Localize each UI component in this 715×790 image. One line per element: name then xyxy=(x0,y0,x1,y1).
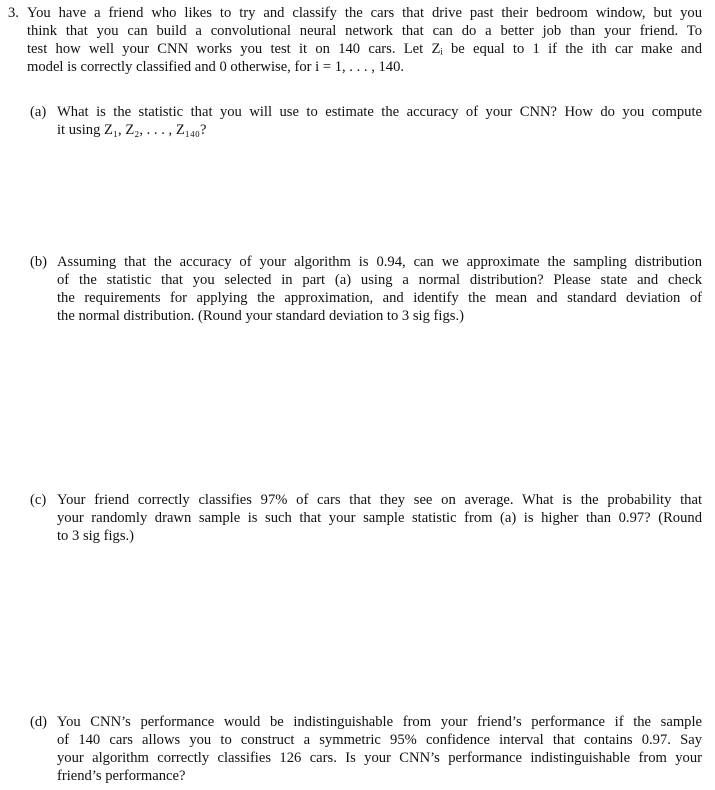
part-d-label: (d) xyxy=(30,714,48,730)
problem-intro xyxy=(27,4,702,76)
part-a xyxy=(30,103,702,139)
part-b-line-3: the requirements for applying the approximation, and identify the mean and standard deviation of xyxy=(57,290,702,306)
part-c-line-3: to 3 sig figs.) xyxy=(57,528,135,544)
problem-number: 3. xyxy=(8,5,19,21)
part-b xyxy=(30,253,702,325)
part-b-line-1: Assuming that the accuracy of your algorithm is 0.94, can we approximate the sampling distribution xyxy=(57,254,702,270)
part-a-label: (a) xyxy=(30,104,47,120)
part-c-line-1: Your friend correctly classifies 97% of cars that they see on average. What is the probability that xyxy=(57,492,702,508)
part-d-line-2: of 140 cars allows you to construct a symmetric 95% confidence interval that contains 0.97. Say xyxy=(57,732,702,748)
intro-line-3: test how well your CNN works you test it on 140 cars. Let Zᵢ be equal to 1 if the ith car make and xyxy=(27,41,702,57)
part-b-label: (b) xyxy=(30,254,48,270)
part-b-line-4: the normal distribution. (Round your standard deviation to 3 sig figs.) xyxy=(57,308,464,324)
part-a-line-2: it using Z₁, Z₂, . . . , Z₁₄₀? xyxy=(57,122,207,138)
part-d-line-1: You CNN’s performance would be indistinguishable from your friend’s performance if the sample xyxy=(57,714,702,730)
part-d-line-3: your algorithm correctly classifies 126 cars. Is your CNN’s performance indistinguishable from your xyxy=(57,750,702,766)
intro-line-4: model is correctly classified and 0 otherwise, for i = 1, . . . , 140. xyxy=(27,59,405,75)
intro-line-2: think that you can build a convolutional neural network that can do a better job than your friend. To xyxy=(27,23,702,39)
part-d-line-4: friend’s performance? xyxy=(57,768,186,784)
part-a-line-1: What is the statistic that you will use to estimate the accuracy of your CNN? How do you compute xyxy=(57,104,702,120)
problem-3 xyxy=(8,4,702,76)
part-c-line-2: your randomly drawn sample is such that your sample statistic from (a) is higher than 0.97? (Round xyxy=(57,510,702,526)
part-c-label: (c) xyxy=(30,492,47,508)
part-b-line-2: of the statistic that you selected in part (a) using a normal distribution? Please state and check xyxy=(57,272,702,288)
part-d xyxy=(30,713,702,785)
intro-line-1: You have a friend who likes to try and classify the cars that drive past their bedroom window, but you xyxy=(27,5,702,21)
part-c xyxy=(30,491,702,545)
